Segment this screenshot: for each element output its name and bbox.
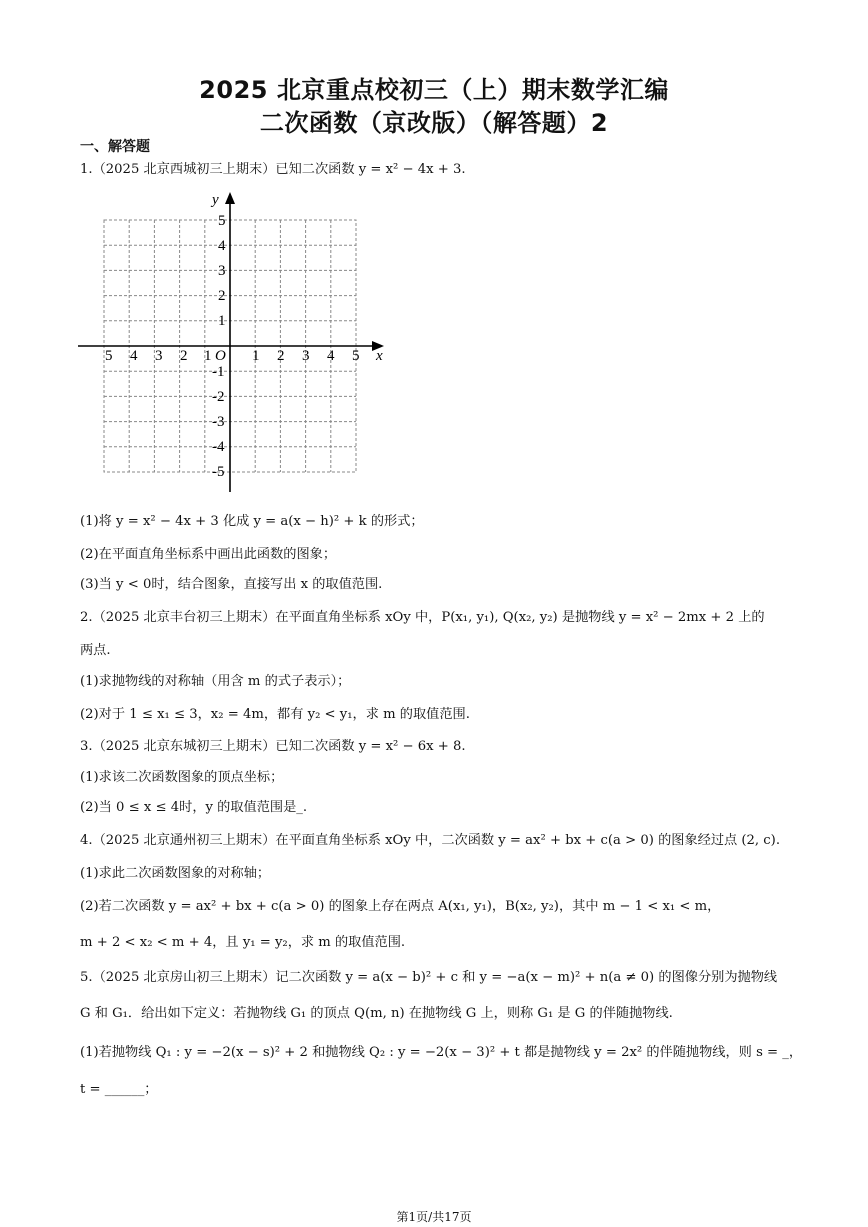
page-subtitle: 二次函数（京改版）（解答题）2	[259, 109, 609, 137]
question-4-stem: 4.（2025 北京通州初三上期末）在平面直角坐标系 xOy 中，二次函数 y = ax² + bx + c(a > 0) 的图象经过点 (2, c).	[80, 833, 781, 848]
x-tick-label-3: 3	[302, 348, 310, 364]
question-5-part-1: (1)若抛物线 Q₁ : y = −2(x − s)² + 2 和抛物线 Q₂ : y = −2(x − 3)² + t 都是抛物线 y = 2x² 的伴随抛物线，则 s = _，	[80, 1045, 803, 1060]
x-tick-label-neg3: 3	[155, 348, 163, 364]
coordinate-grid-figure	[76, 186, 396, 496]
question-2-stem: 2.（2025 北京丰台初三上期末）在平面直角坐标系 xOy 中，P(x₁, y₁), Q(x₂, y₂) 是抛物线 y = x² − 2mx + 2 上的	[80, 610, 765, 625]
question-5-definition: G 和 G₁．给出如下定义：若抛物线 G₁ 的顶点 Q(m, n) 在抛物线 G 上，则称 G₁ 是 G 的伴随抛物线.	[80, 1006, 673, 1021]
x-axis-label: x	[376, 348, 383, 364]
question-5-stem: 5.（2025 北京房山初三上期末）记二次函数 y = a(x − b)² + c 和 y = −a(x − m)² + n(a ≠ 0) 的图像分别为抛物线	[80, 970, 778, 985]
x-tick-label-2: 2	[277, 348, 285, 364]
question-1-part-2: (2)在平面直角坐标系中画出此函数的图象；	[80, 547, 337, 562]
y-tick-label-neg3: -3	[212, 414, 225, 430]
x-tick-label-5: 5	[352, 348, 360, 364]
question-4-part-2: (2)若二次函数 y = ax² + bx + c(a > 0) 的图象上存在两点 A(x₁, y₁)，B(x₂, y₂)，其中 m − 1 < x₁ < m，	[80, 899, 721, 914]
y-tick-label-4: 4	[218, 238, 226, 254]
section-heading: 一、解答题	[80, 139, 150, 155]
x-tick-label-neg4: 4	[130, 348, 138, 364]
x-tick-label-neg5: 5	[105, 348, 113, 364]
page-title: 2025 北京重点校初三（上）期末数学汇编	[199, 76, 669, 104]
y-tick-label-neg1: -1	[212, 364, 225, 380]
y-tick-label-neg5: -5	[212, 464, 225, 480]
question-2-stem-cont: 两点.	[80, 643, 111, 658]
question-4-part-2-cont: m + 2 < x₂ < m + 4，且 y₁ = y₂，求 m 的取值范围.	[80, 935, 406, 950]
x-tick-label-1: 1	[252, 348, 260, 364]
question-4-part-1: (1)求此二次函数图象的对称轴；	[80, 866, 271, 881]
question-2-part-2: (2)对于 1 ≤ x₁ ≤ 3，x₂ = 4m，都有 y₂ < y₁，求 m 的取值范围.	[80, 707, 470, 722]
question-3-part-1: (1)求该二次函数图象的顶点坐标；	[80, 770, 284, 785]
y-tick-label-neg2: -2	[212, 389, 225, 405]
y-tick-label-2: 2	[218, 288, 226, 304]
y-axis-arrow-icon	[225, 192, 235, 204]
question-5-part-1-cont: t = ______；	[80, 1082, 158, 1097]
x-tick-label-4: 4	[327, 348, 335, 364]
y-tick-label-neg4: -4	[212, 439, 225, 455]
x-tick-label-neg2: 2	[180, 348, 188, 364]
page-footer: 第1页/共17页	[396, 1210, 472, 1224]
y-tick-label-1: 1	[218, 313, 226, 329]
y-tick-label-5: 5	[218, 213, 226, 229]
y-axis-label: y	[212, 192, 219, 208]
y-tick-label-3: 3	[218, 263, 226, 279]
question-1-stem: 1.（2025 北京西城初三上期末）已知二次函数 y = x² − 4x + 3.	[80, 162, 466, 177]
question-2-part-1: (1)求抛物线的对称轴（用含 m 的式子表示）；	[80, 674, 351, 689]
question-3-stem: 3.（2025 北京东城初三上期末）已知二次函数 y = x² − 6x + 8.	[80, 739, 466, 754]
x-tick-label-neg1: 1	[204, 348, 212, 364]
origin-label: O	[215, 348, 226, 364]
question-3-part-2: (2)当 0 ≤ x ≤ 4时，y 的取值范围是_.	[80, 800, 308, 815]
question-1-part-3: (3)当 y < 0时，结合图象，直接写出 x 的取值范围.	[80, 577, 383, 592]
question-1-part-1: (1)将 y = x² − 4x + 3 化成 y = a(x − h)² + k 的形式；	[80, 514, 424, 529]
